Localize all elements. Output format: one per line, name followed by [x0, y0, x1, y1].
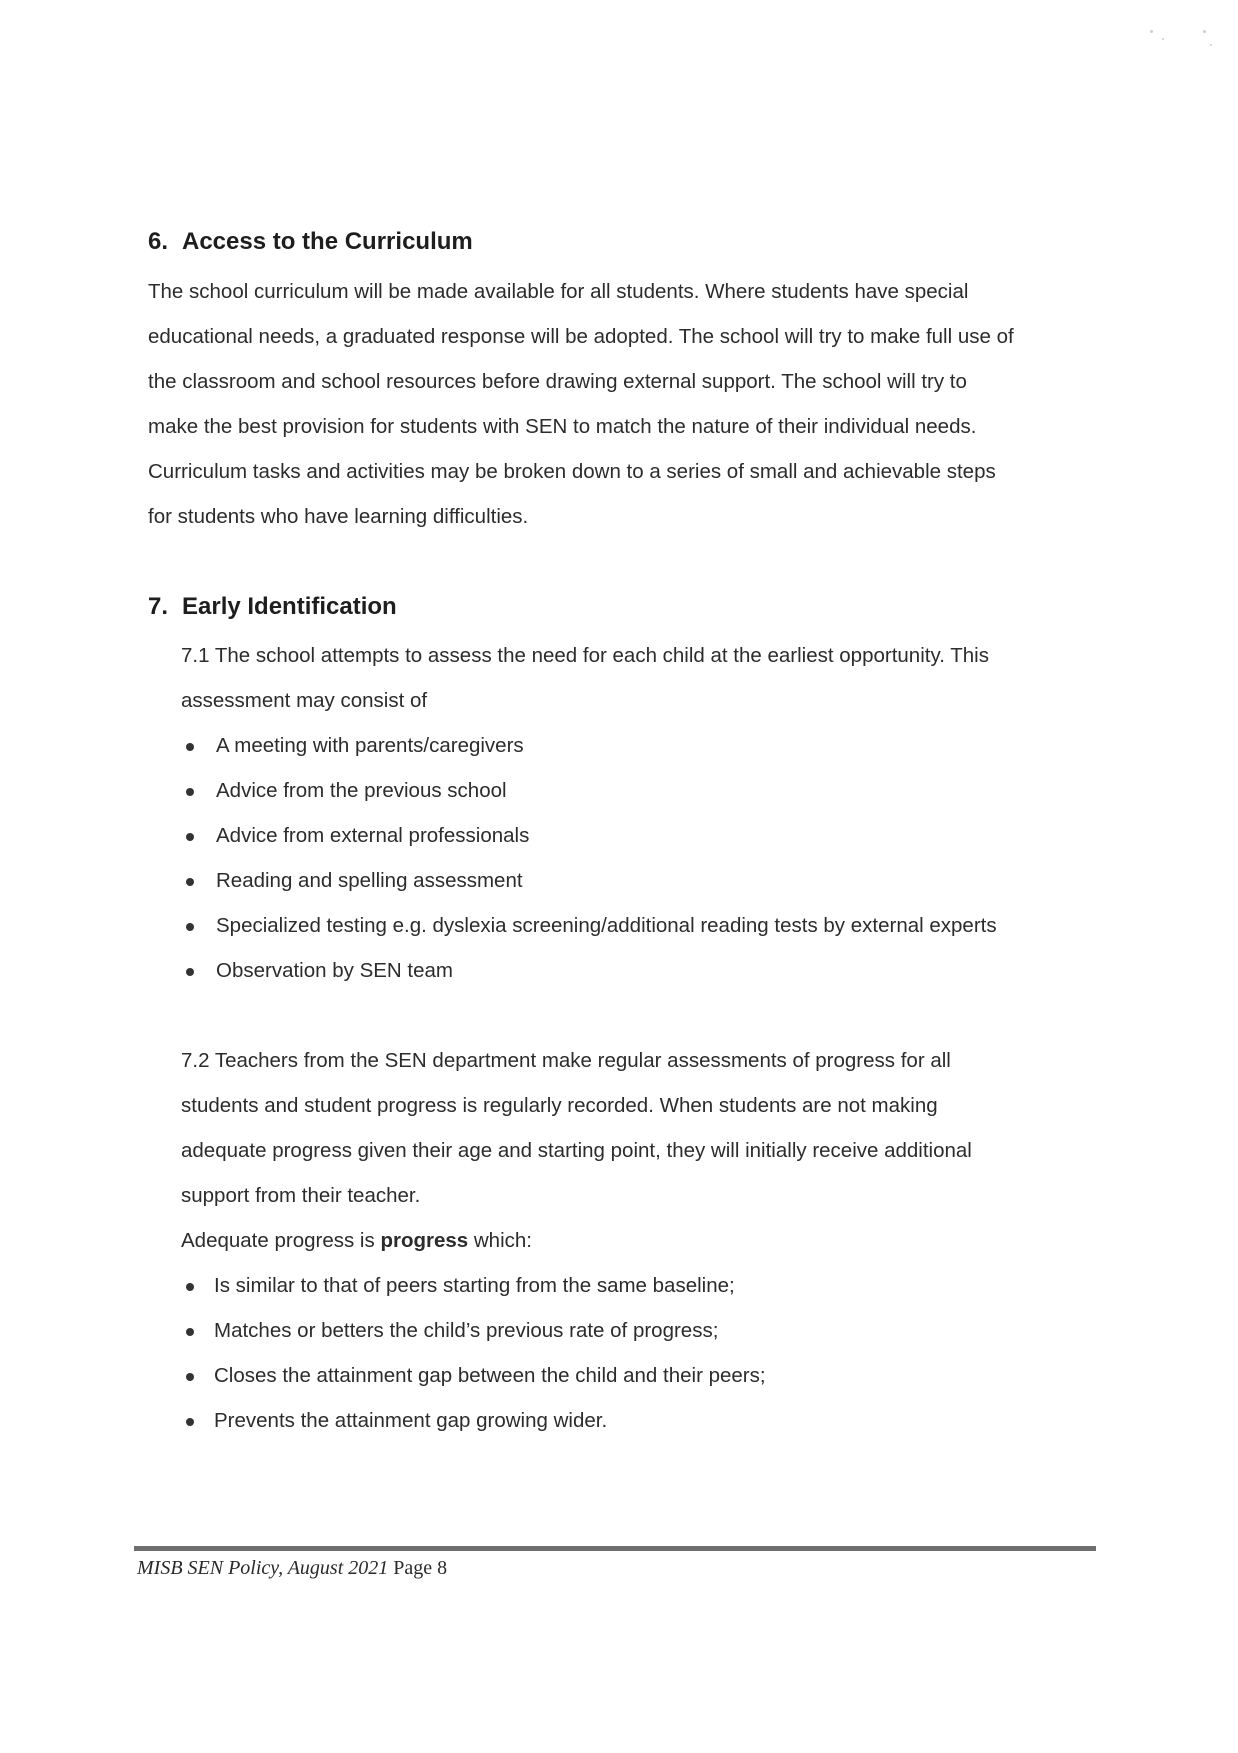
bullet-icon: [186, 1328, 194, 1336]
section-6-line: educational needs, a graduated response will be adopted. The school will try to make full use of: [148, 325, 1014, 348]
section-6-line: The school curriculum will be made available for all students. Where students have special: [148, 280, 969, 303]
paragraph-7-1-line: 7.1 The school attempts to assess the need for each child at the earliest opportunity. This: [181, 644, 989, 667]
bullet-icon: [186, 1418, 194, 1426]
section-6-line: make the best provision for students with SEN to match the nature of their individual needs.: [148, 415, 977, 438]
scan-speck: [1150, 30, 1153, 33]
footer-page-number: Page 8: [388, 1557, 448, 1579]
list-item-text: Advice from the previous school: [216, 779, 507, 802]
page-footer: [137, 1557, 447, 1580]
adequate-bold: progress: [380, 1229, 469, 1252]
paragraph-7-2-line: support from their teacher.: [181, 1184, 421, 1207]
bullet-icon: [186, 968, 194, 976]
paragraph-7-2-line: 7.2 Teachers from the SEN department make regular assessments of progress for all: [181, 1049, 951, 1072]
scan-speck: [1162, 38, 1164, 40]
footer-doc-title: MISB SEN Policy, August 2021: [137, 1557, 389, 1579]
adequate-suffix: which:: [468, 1229, 532, 1252]
list-item-text: Is similar to that of peers starting from the same baseline;: [214, 1274, 735, 1297]
paragraph-7-1-line: assessment may consist of: [181, 689, 428, 712]
scan-speck: [1203, 30, 1206, 33]
paragraph-7-2-line: students and student progress is regularly recorded. When students are not making: [181, 1094, 938, 1117]
list-item-text: Observation by SEN team: [216, 959, 453, 982]
list-item-text: Closes the attainment gap between the child and their peers;: [214, 1364, 766, 1387]
bullet-icon: [186, 878, 194, 886]
section-7-heading: [148, 593, 397, 621]
section-7-number: 7.: [148, 593, 169, 620]
section-6-line: for students who have learning difficulties.: [148, 505, 529, 528]
footer-divider: [134, 1546, 1096, 1551]
bullet-icon: [186, 1373, 194, 1381]
list-item-text: A meeting with parents/caregivers: [216, 734, 524, 757]
bullet-icon: [186, 1283, 194, 1291]
list-item-text: Prevents the attainment gap growing wider.: [214, 1409, 608, 1432]
adequate-progress-line: [181, 1228, 532, 1254]
section-7-title: Early Identification: [182, 593, 397, 620]
adequate-prefix: Adequate progress is: [181, 1229, 381, 1252]
list-item-text: Reading and spelling assessment: [216, 869, 523, 892]
bullet-icon: [186, 923, 194, 931]
bullet-icon: [186, 833, 194, 841]
list-item-text: Matches or betters the child’s previous rate of progress;: [214, 1319, 719, 1342]
bullet-icon: [186, 743, 194, 751]
paragraph-7-2-line: adequate progress given their age and starting point, they will initially receive additional: [181, 1139, 972, 1162]
scan-speck: [1210, 44, 1212, 46]
section-6-number: 6.: [148, 228, 169, 255]
section-6-heading: [148, 228, 473, 256]
bullet-icon: [186, 788, 194, 796]
section-6-line: Curriculum tasks and activities may be broken down to a series of small and achievable steps: [148, 460, 996, 483]
section-6-title: Access to the Curriculum: [182, 228, 473, 255]
list-item-text: Advice from external professionals: [216, 824, 530, 847]
section-6-line: the classroom and school resources before drawing external support. The school will try to: [148, 370, 967, 393]
list-item-text: Specialized testing e.g. dyslexia screening/additional reading tests by external experts: [216, 914, 997, 937]
